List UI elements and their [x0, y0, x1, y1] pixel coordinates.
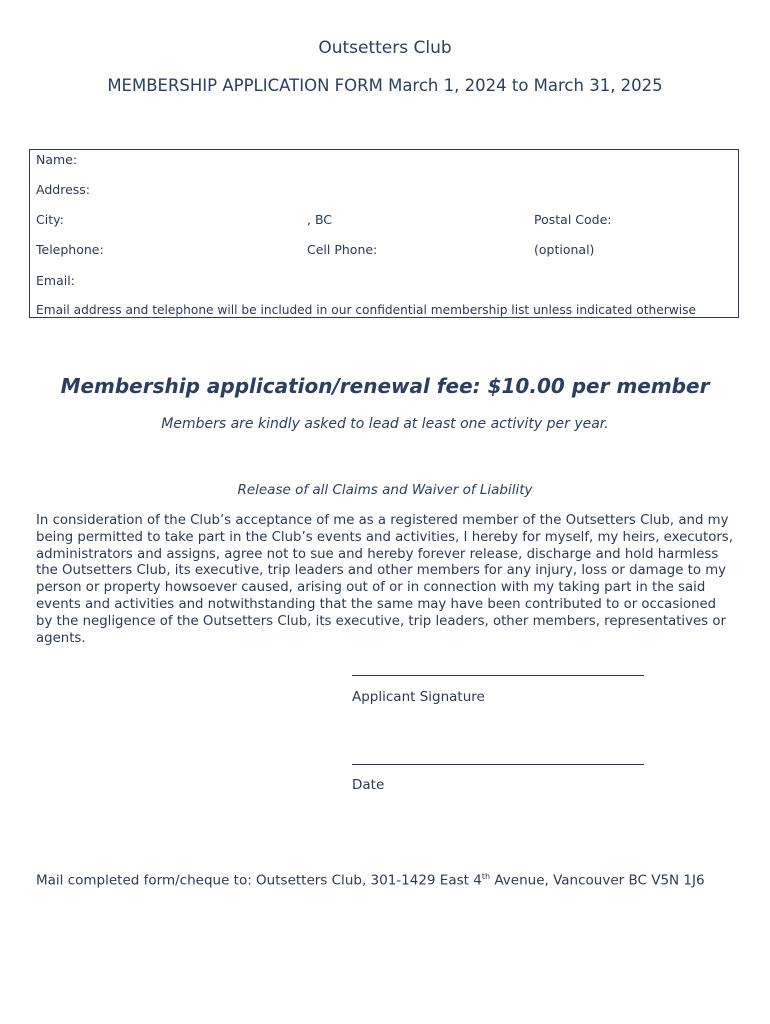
optional-label: (optional): [534, 242, 595, 257]
privacy-note: Email address and telephone will be included in our confidential membership list unless indicated otherwise: [36, 303, 696, 317]
applicant-info-box: [29, 149, 739, 318]
date-line: [352, 764, 644, 765]
name-label: Name:: [36, 152, 78, 167]
mailing-address: [36, 872, 705, 889]
mailing-address-superscript: th: [481, 872, 491, 881]
fee-note: Members are kindly asked to lead at least one activity per year.: [161, 416, 609, 432]
postal-code-label: Postal Code:: [534, 212, 612, 227]
email-label: Email:: [36, 273, 75, 288]
form-title: MEMBERSHIP APPLICATION FORM March 1, 2024 to March 31, 2025: [107, 76, 663, 95]
city-label: City:: [36, 212, 64, 227]
club-name-title: Outsetters Club: [318, 38, 452, 58]
signature-line: [352, 675, 644, 676]
cell-phone-label: Cell Phone:: [307, 242, 378, 257]
telephone-label: Telephone:: [36, 242, 104, 257]
mailing-address-suffix: Avenue, Vancouver BC V5N 1J6: [490, 872, 705, 889]
waiver-text: In consideration of the Club’s acceptance of me as a registered member of the Outsetters Club, and my being permitted to take part in the Club’s events and activities, I hereby for myself, my heirs, executors, administrators and assigns, agree not to sue and hereby forever release, discharge and hold harmless the Outsetters Club, its executive, trip leaders and other members for any injury, loss or damage to my person or property howsoever caused, arising out of or in connection with my taking part in the said events and activities and notwithstanding that the same may have been contributed to or occasioned by the negligence of the Outsetters Club, its executive, trip leaders, other members, representatives or agents.: [36, 513, 733, 646]
mailing-address-prefix: Mail completed form/cheque to: Outsetters Club, 301-1429 East 4: [36, 872, 482, 889]
fee-heading: Membership application/renewal fee: $10.00 per member: [60, 374, 710, 398]
address-label: Address:: [36, 182, 90, 197]
applicant-signature-label: Applicant Signature: [352, 689, 485, 705]
waiver-title: Release of all Claims and Waiver of Liability: [237, 482, 533, 498]
date-label: Date: [352, 777, 385, 793]
province-label: , BC: [307, 212, 333, 227]
